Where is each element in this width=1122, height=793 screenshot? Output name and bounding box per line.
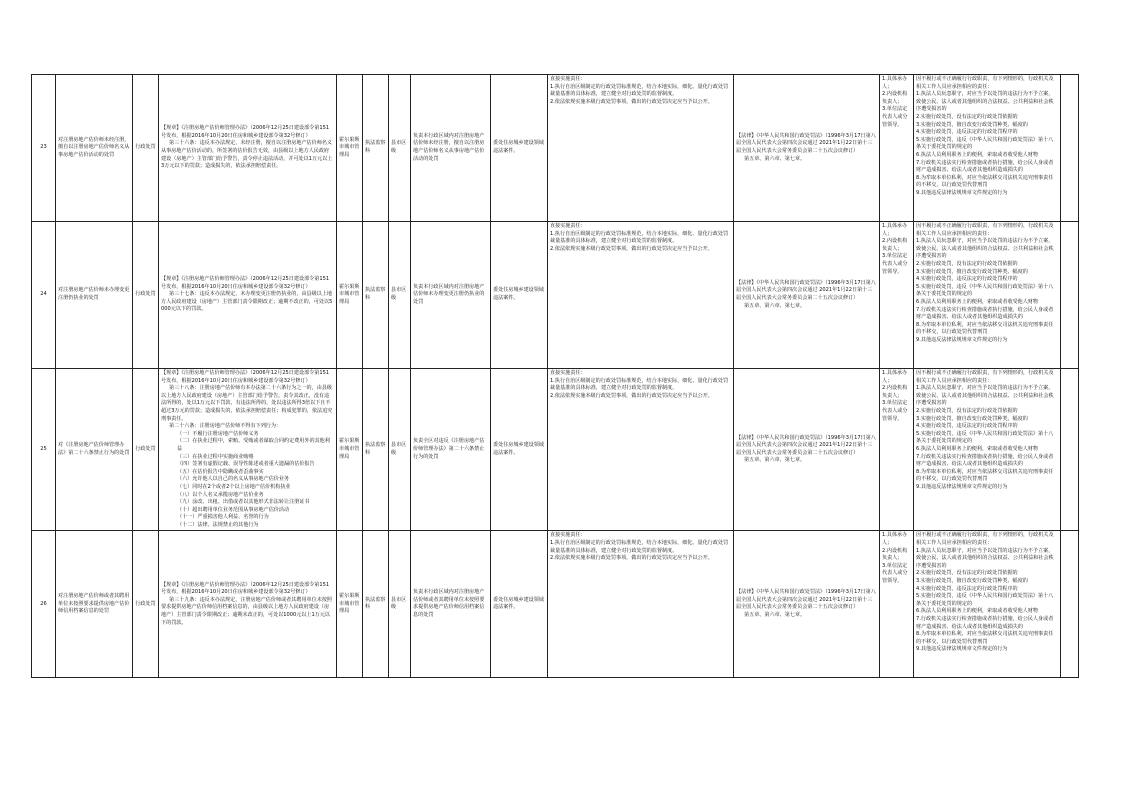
implementation-duties-line: 2.依法依规实施本级行政处罚事项，做出的行政处罚决定应当予以公开。: [550, 392, 713, 399]
responsible-subject-line: 2.内设机构负责人；: [882, 385, 908, 399]
accountability-cases-line: 2.实施行政处罚，没有法定的行政处罚依据的: [916, 407, 1018, 414]
table-row: [32, 369, 1079, 531]
accountability-cases-line: 因不履行或不正确履行行政职责，有下列情形的，行政机关及相关工作人员应承担相应的责任：: [916, 370, 1054, 384]
accountability-law: [734, 531, 880, 678]
legal-basis-line: （十）超出聘用单位业务范围从事房地产估价活动: [177, 506, 290, 513]
accountability-law-line: 第五章、第六章、第七章。: [744, 155, 806, 162]
implementation-duties-line: 2.依法依规实施本级行政处罚事项，做出的行政处罚决定应当予以公开。: [550, 555, 713, 562]
accountability-cases-line: 4.实施行政处罚，违反法定的行政处罚程序的: [916, 423, 1018, 430]
responsible-subject-line: 2.内设机构负责人；: [882, 238, 908, 252]
accountability-cases-line: 9.其他违反法律法规规章文件规定的行为: [916, 336, 1008, 343]
accountability-cases-line: 5.实施行政处罚，违反《中华人民共和国行政处罚法》第十八条关于委托处罚的规定的: [916, 430, 1054, 445]
accountability-cases-line: 7.行政机关违法实行检查措施或者执行措施，给公民人身或者财产造成损害、给法人或者其他组织造成损失的: [916, 306, 1054, 321]
admin-level: 县市区级: [389, 531, 411, 678]
responsible-dept: 执法监察科: [363, 369, 389, 531]
admin-level: 县市区级: [389, 222, 411, 369]
duty-content: 负责全区对违反《注册房地产估价师管理办法》第二十六条禁止行为的处罚: [411, 369, 491, 531]
legal-basis-line: 第三十九条：违反本办法规定，注册房地产估价师或者其聘用单位未按照要求提供房地产估价师信用档案信息的，由县级以上地方人民政府建设（房地产）主管部门责令限期改正；逾期未改正的，可处以1000元以上1万元以下的罚款。: [161, 596, 333, 626]
accountability-cases-line: 4.实施行政处罚，违反法定的行政处罚程序的: [916, 276, 1018, 283]
accountability-cases-line: 6.执法人员利用职务上的便利，索取或者收受他人财物: [916, 445, 1039, 452]
responsible-subject-line: 2.内设机构负责人；: [882, 91, 908, 105]
legal-basis: [159, 531, 337, 678]
accountability-cases-line: 8.为牟取本单位私利，对应当依法移交司法机关追究刑事责任的不移交，以行政处罚代替刑罚: [916, 468, 1054, 483]
accountability-law: [734, 222, 880, 369]
cooperation: 委处住房城乡建设领域违法案件。: [491, 222, 548, 369]
remarks: [1061, 75, 1079, 222]
accountability-cases-line: 9.其他违反法律法规规章文件规定的行为: [916, 646, 1008, 653]
accountability-cases-line: 5.实施行政处罚，违反《中华人民共和国行政处罚法》第十八条关于委托处罚的规定的: [916, 283, 1054, 298]
item-name: 对注册房地产估价师或者其聘用单位未按照要求提供房地产估价师信用档案信息的处罚: [56, 531, 133, 678]
table-row: [32, 222, 1079, 369]
legal-basis-line: 第三十七条：违反本办法规定，未办理变更注册仍执业的，由县级以上地方人民政府建设（房地产）主管部门责令限期改正；逾期不改正的，可处以5000元以下的罚款。: [161, 291, 333, 313]
legal-basis: [159, 222, 337, 369]
implementation-duties-line: 1.执行自治区级制定的行政处罚标准规范，结合本地实际，细化、量化行政处罚裁量基准的具体标准，建立健全对行政处罚的监督制度。: [550, 377, 729, 392]
remarks: [1061, 222, 1079, 369]
implementation-duties-line: 1.执行自治区级制定的行政处罚标准规范，结合本地实际，细化、量化行政处罚裁量基准的具体标准，建立健全对行政处罚的监督制度。: [550, 230, 729, 245]
implementation-duties-line: 直接实施责任：: [550, 76, 586, 82]
responsible-subject-line: 1.具体承办人；: [882, 370, 908, 384]
accountability-law: [734, 369, 880, 531]
legal-basis-line: 【规章】《注册房地产估价师管理办法》（2006年12月25日建设部令第151号发布，根据2016年10月20日住房和城乡建设部令第32号修订）: [161, 125, 330, 139]
accountability-cases-line: 7.行政机关违法实行检查措施或者执行措施，给公民人身或者财产造成损害、给法人或者其他组织造成损失的: [916, 453, 1054, 468]
responsible-subject: [880, 75, 914, 222]
legal-basis-line: （二）在执业过程中，索贿、受贿或者谋取合同约定费用外的其他利益: [177, 438, 330, 452]
implementation-duties: [548, 531, 734, 678]
responsible-subject-line: 3.单位法定代表人或分管领导。: [882, 253, 908, 275]
legal-basis-line: 第二十六条：注册房地产估价师不得有下列行为：: [169, 423, 282, 430]
legal-basis: [159, 369, 337, 531]
responsible-dept: 执法监察科: [363, 222, 389, 369]
legal-basis-line: （三）在执业过程中实施商业贿赂: [177, 453, 254, 460]
accountability-cases-line: 4.实施行政处罚，违反法定的行政处罚程序的: [916, 129, 1018, 136]
legal-basis-line: （十二）法律、法规禁止的其他行为: [177, 521, 259, 528]
item-name: 对《注册房地产估价师管理办法》第二十六条禁止行为的处罚: [56, 369, 133, 531]
accountability-cases-line: 7.行政机关违法实行检查措施或者执行措施，给公民人身或者财产造成损害、给法人或者其他组织造成损失的: [916, 616, 1054, 630]
responsible-subject-line: 1.具体承办人；: [882, 76, 908, 90]
responsible-subject-line: 3.单位法定代表人或分管领导。: [882, 400, 908, 422]
accountability-cases-line: 8.为牟取本单位私利，对应当依法移交司法机关追究刑事责任的不移交，以行政处罚代替刑罚: [916, 321, 1054, 336]
legal-basis-line: （七）同时在2个或者2个以上房地产估价机构执业: [177, 483, 291, 490]
accountability-cases-line: 3.实施行政处罚，擅自改变行政处罚种类、幅度的: [916, 578, 1028, 585]
legal-basis-line: 第三十八条：注册房地产估价师有本办法第二十六条行为之一的，由县级以上地方人民政府建设（房地产）主管部门给予警告，责令其改正，没有违法所得的，处以1万元以下罚款，有违法所得的，处以违法所得3倍以下且不超过3万元的罚款；造成损失的，依法承担赔偿责任；构成犯罪的，依法追究刑事责任。: [161, 385, 333, 422]
accountability-cases-line: 5.实施行政处罚，违反《中华人民共和国行政处罚法》第十八条关于委托处罚的规定的: [916, 593, 1054, 607]
accountability-law: [734, 75, 880, 222]
legal-basis-line: （九）涂改、出租、出借或者以其他形式非法转让注册证书: [177, 499, 310, 506]
implementation-duties-line: 直接实施责任：: [550, 532, 586, 539]
responsible-subject: [880, 222, 914, 369]
accountability-cases-line: 4.实施行政处罚，违反法定的行政处罚程序的: [916, 585, 1018, 592]
accountability-cases-line: 6.执法人员利用职务上的便利，索取或者收受他人财物: [916, 608, 1039, 615]
accountability-cases-line: 8.为牟取本单位私利，对应当依法移交司法机关追究刑事责任的不移交，以行政处罚代替刑罚: [916, 174, 1054, 189]
legal-basis-line: 【规章】《注册房地产估价师管理办法》（2006年12月25日建设部令第151号发布，根据2016年10月20日住房和城乡建设部令第32号修订）: [161, 370, 330, 384]
accountability-cases: [914, 369, 1061, 531]
responsible-dept: 执法监察科: [363, 531, 389, 678]
accountability-cases: [914, 75, 1061, 222]
remarks: [1061, 369, 1079, 531]
accountability-cases-line: 6.执法人员利用职务上的便利，索取或者收受他人财物: [916, 151, 1039, 158]
implementation-duties: [548, 75, 734, 222]
accountability-cases-line: 2.实施行政处罚，没有法定的行政处罚依据的: [916, 260, 1018, 267]
item-type: 行政处罚: [133, 369, 159, 531]
accountability-cases-line: 3.实施行政处罚，擅自改变行政处罚种类、幅度的: [916, 121, 1028, 128]
accountability-law-line: 【法律】《中华人民共和国行政处罚法》（1996年3月17日第八届全国人民代表大会第四次会议通过 2021年1月22日第十三届全国人民代表大会常务委员会第二十五次会议修订）: [736, 589, 876, 611]
accountability-cases-line: 2.实施行政处罚，没有法定的行政处罚依据的: [916, 113, 1018, 120]
implementation-duties: [548, 369, 734, 531]
responsible-subject-line: 1.具体承办人；: [882, 223, 908, 237]
accountability-law-line: 第五章、第六章、第七章。: [744, 302, 806, 309]
accountability-cases-line: 6.执法人员利用职务上的便利，索取或者收受他人财物: [916, 298, 1039, 305]
accountability-cases-line: 3.实施行政处罚，擅自改变行政处罚种类、幅度的: [916, 415, 1028, 422]
implementing-body: 霍尔果斯市城市管理局: [337, 369, 363, 531]
table-body: [32, 75, 1079, 678]
remarks: [1061, 531, 1079, 678]
duty-list-table: [31, 74, 1079, 678]
accountability-cases-line: 因不履行或不正确履行行政职责，有下列情形的，行政机关及相关工作人员应承担相应的责任：: [916, 532, 1054, 547]
responsible-subject-line: 3.单位法定代表人或分管领导。: [882, 562, 908, 585]
item-type: 行政处罚: [133, 531, 159, 678]
implementation-duties-line: 直接实施责任：: [550, 370, 586, 376]
cooperation: 委处住房城乡建设领域违法案件。: [491, 75, 548, 222]
accountability-cases-line: 9.其他违反法律法规规章文件规定的行为: [916, 483, 1008, 490]
row-number: 23: [32, 75, 56, 222]
item-type: 行政处罚: [133, 222, 159, 369]
admin-level: 县市区级: [389, 75, 411, 222]
item-name: 对注册房地产估价师未办理变更注册仍执业的处罚: [56, 222, 133, 369]
duty-content: 负责本行政区域内对注册房地产估价师未经注册，擅自以注册房地产估价师名义从事房地产估价活动的处罚: [411, 75, 491, 222]
accountability-cases-line: 1.执法人员玩忽职守，对应当予以处罚的违法行为不予立案，致使公民、法人或者其他组织的合法权益、公共利益和社会秩序遭受损害的: [916, 385, 1054, 407]
accountability-cases: [914, 222, 1061, 369]
accountability-cases-line: 7.行政机关违法实行检查措施或者执行措施，给公民人身或者财产造成损害、给法人或者其他组织造成损失的: [916, 159, 1054, 174]
legal-basis-line: 【规章】《注册房地产估价师管理办法》（2006年12月25日建设部令第151号发布，根据2016年10月20日住房和城乡建设部令第32号修订）: [161, 276, 330, 290]
responsible-subject-line: 1.具体承办人；: [882, 532, 908, 547]
table-row: [32, 531, 1079, 678]
duty-content: 负责本行政区域内对注册房地产估价师或者其聘用单位未按照要求提供房地产估价师信用档案信息的处罚: [411, 531, 491, 678]
accountability-cases-line: 1.执法人员玩忽职守，对应当予以处罚的违法行为不予立案，致使公民、法人或者其他组织的合法权益、公共利益和社会秩序遭受损害的: [916, 91, 1054, 113]
implementation-duties-line: 2.依法依规实施本级行政处罚事项，做出的行政处罚决定应当予以公开。: [550, 98, 713, 105]
legal-basis-line: （四）签署有虚假记载、误导性陈述或者重大遗漏的估价报告: [177, 461, 315, 468]
accountability-law-line: 【法律】《中华人民共和国行政处罚法》（1996年3月17日第八届全国人民代表大会第四次会议通过 2021年1月22日第十三届全国人民代表大会常务委员会第二十五次会议修订）: [736, 132, 876, 154]
implementing-body: 霍尔果斯市城市管理局: [337, 75, 363, 222]
accountability-cases-line: 因不履行或不正确履行行政职责，有下列情形的，行政机关及相关工作人员应承担相应的责任：: [916, 223, 1054, 237]
implementing-body: 霍尔果斯市城市管理局: [337, 222, 363, 369]
accountability-cases: [914, 531, 1061, 678]
admin-level: 县市区级: [389, 369, 411, 531]
accountability-law-line: 第五章、第六章、第七章。: [744, 612, 806, 619]
accountability-cases-line: 3.实施行政处罚，擅自改变行政处罚种类、幅度的: [916, 268, 1028, 275]
responsible-subject-line: 2.内设机构负责人；: [882, 547, 908, 562]
responsible-subject: [880, 531, 914, 678]
implementation-duties-line: 直接实施责任：: [550, 223, 586, 229]
legal-basis: [159, 75, 337, 222]
cooperation: 委处住房城乡建设领域违法案件。: [491, 531, 548, 678]
responsible-dept: 执法监察科: [363, 75, 389, 222]
accountability-law-line: 第五章、第六章、第七章。: [744, 457, 806, 464]
accountability-law-line: 【法律】《中华人民共和国行政处罚法》（1996年3月17日第八届全国人民代表大会第四次会议通过 2021年1月22日第十三届全国人民代表大会常务委员会第二十五次会议修订）: [736, 434, 876, 456]
responsible-subject: [880, 369, 914, 531]
implementing-body: 霍尔果斯市城市管理局: [337, 531, 363, 678]
duty-content: 负责本行政区域内对注册房地产估价师未办理变更注册仍执业的处罚: [411, 222, 491, 369]
accountability-cases-line: 9.其他违反法律法规规章文件规定的行为: [916, 189, 1008, 196]
legal-basis-line: （五）在估价报告中隐瞒或者歪曲事实: [177, 468, 264, 475]
accountability-cases-line: 2.实施行政处罚，没有法定的行政处罚依据的: [916, 570, 1018, 577]
cooperation: 委处住房城乡建设领域违法案件。: [491, 369, 548, 531]
legal-basis-line: （十一）严重损害他人利益、名誉的行为: [177, 514, 269, 521]
accountability-cases-line: 因不履行或不正确履行行政职责，有下列情形的，行政机关及相关工作人员应承担相应的责任：: [916, 76, 1054, 90]
item-name: 对注册房地产估价师未经注册，擅自以注册房地产估价师名义从事房地产估价活动的处罚: [56, 75, 133, 222]
legal-basis-line: 第三十六条：违反本办法规定，未经注册，擅自以注册房地产估价师名义从事房地产估价活动的，所签署的估价报告无效，由县级以上地方人民政府建设（房地产）主管部门给予警告，责令停止违法活动，并可处以1万元以上3万元以下的罚款；造成损失的，依法承担赔偿责任。: [161, 140, 333, 170]
row-number: 26: [32, 531, 56, 678]
implementation-duties: [548, 222, 734, 369]
table-row: [32, 75, 1079, 222]
accountability-cases-line: 1.执法人员玩忽职守，对应当予以处罚的违法行为不予立案，致使公民、法人或者其他组织的合法权益、公共利益和社会秩序遭受损害的: [916, 547, 1054, 569]
legal-basis-line: 【规章】《注册房地产估价师管理办法》（2006年12月25日建设部令第151号发布，根据2016年10月20日住房和城乡建设部令第32号修订）: [161, 581, 330, 596]
accountability-cases-line: 8.为牟取本单位私利，对应当依法移交司法机关追究刑事责任的不移交，以行政处罚代替刑罚: [916, 631, 1054, 645]
accountability-cases-line: 5.实施行政处罚，违反《中华人民共和国行政处罚法》第十八条关于委托处罚的规定的: [916, 136, 1054, 151]
legal-basis-line: （一）不履行注册房地产估价师义务: [177, 430, 259, 437]
implementation-duties-line: 2.依法依规实施本级行政处罚事项，做出的行政处罚决定应当予以公开。: [550, 245, 713, 252]
accountability-cases-line: 1.执法人员玩忽职守，对应当予以处罚的违法行为不予立案，致使公民、法人或者其他组织的合法权益、公共利益和社会秩序遭受损害的: [916, 238, 1054, 260]
accountability-law-line: 【法律】《中华人民共和国行政处罚法》（1996年3月17日第八届全国人民代表大会第四次会议通过 2021年1月22日第十三届全国人民代表大会常务委员会第二十五次会议修订）: [736, 279, 876, 301]
row-number: 24: [32, 222, 56, 369]
row-number: 25: [32, 369, 56, 531]
implementation-duties-line: 1.执行自治区级制定的行政处罚标准规范，结合本地实际，细化、量化行政处罚裁量基准的具体标准，建立健全对行政处罚的监督制度。: [550, 540, 729, 554]
legal-basis-line: （六）允许他人以自己的名义从事房地产估价业务: [177, 476, 290, 483]
legal-basis-line: （八）以个人名义承揽房地产估价业务: [177, 491, 264, 498]
item-type: 行政处罚: [133, 75, 159, 222]
responsible-subject-line: 3.单位法定代表人或分管领导。: [882, 106, 908, 128]
implementation-duties-line: 1.执行自治区级制定的行政处罚标准规范，结合本地实际，细化、量化行政处罚裁量基准的具体标准，建立健全对行政处罚的监督制度。: [550, 83, 729, 98]
